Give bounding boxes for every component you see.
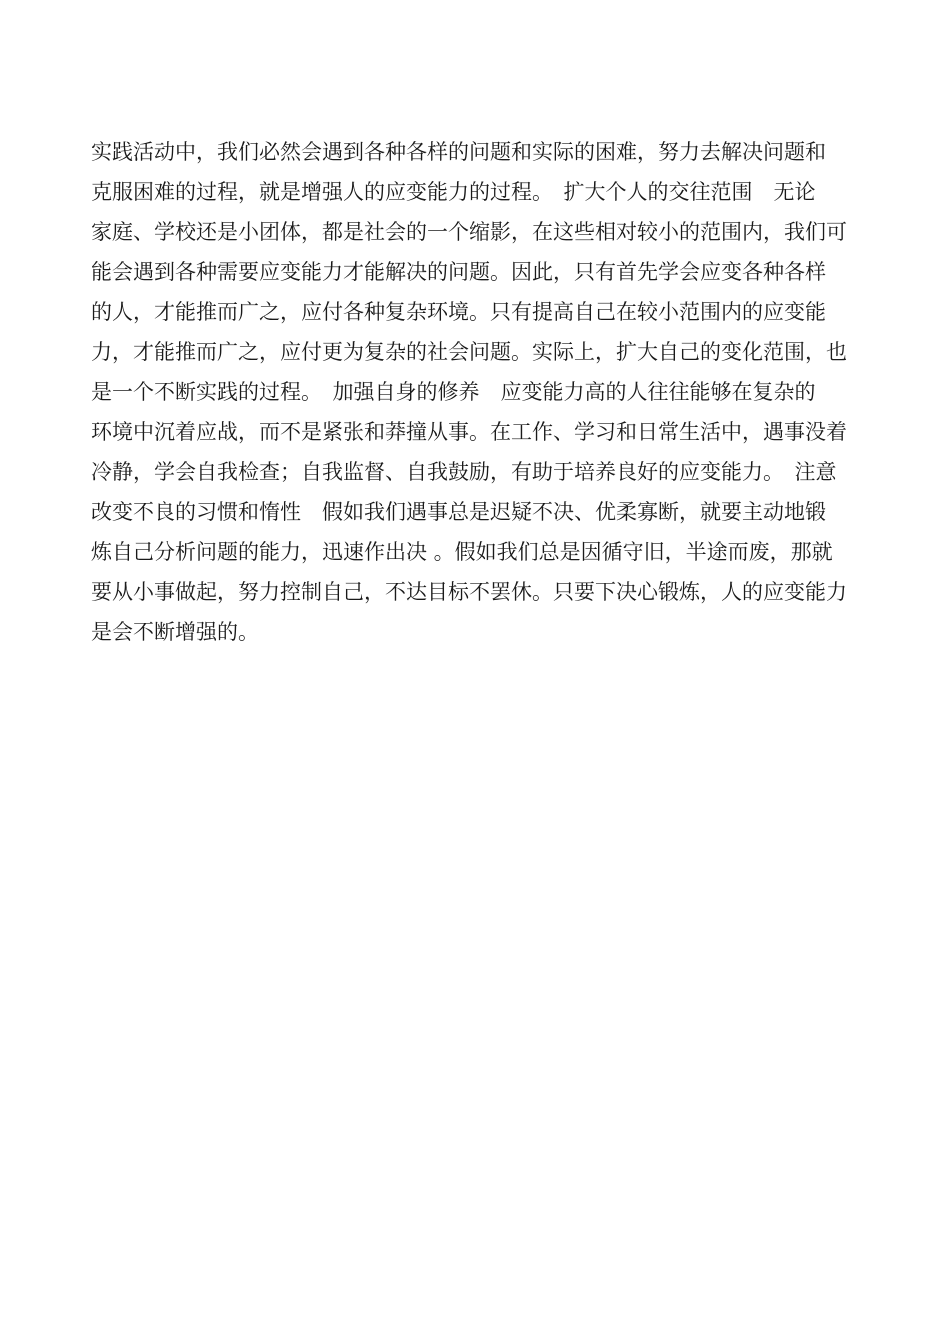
text-line: 实践活动中，我们必然会遇到各种各样的问题和实际的困难，努力去解决问题和 [91,140,826,164]
text-line: 改变不良的习惯和惰性 假如我们遇事总是迟疑不决、优柔寡断，就要主动地锻 [91,500,826,524]
text-line: 克服困难的过程，就是增强人的应变能力的过程。 扩大个人的交往范围 无论 [91,180,816,204]
body-paragraph [91,132,861,652]
text-line: 是一个不断实践的过程。 加强自身的修养 应变能力高的人往往能够在复杂的 [91,380,816,404]
text-line: 是会不断增强的。 [91,620,259,644]
text-line: 环境中沉着应战，而不是紧张和莽撞从事。在工作、学习和日常生活中，遇事没着 [91,420,847,444]
text-line: 家庭、学校还是小团体，都是社会的一个缩影，在这些相对较小的范围内，我们可 [91,220,847,244]
text-line: 冷静，学会自我检查；自我监督、自我鼓励，有助于培养良好的应变能力。 注意 [91,460,837,484]
text-line: 炼自己分析问题的能力，迅速作出决 。假如我们总是因循守旧，半途而废，那就 [91,540,833,564]
text-line: 力，才能推而广之，应付更为复杂的社会问题。实际上，扩大自己的变化范围，也 [91,340,847,364]
text-line: 能会遇到各种需要应变能力才能解决的问题。因此，只有首先学会应变各种各样 [91,260,826,284]
text-line: 的人，才能推而广之，应付各种复杂环境。只有提高自己在较小范围内的应变能 [91,300,826,324]
text-line: 要从小事做起，努力控制自己，不达目标不罢休。只要下决心锻炼，人的应变能力 [91,580,847,604]
